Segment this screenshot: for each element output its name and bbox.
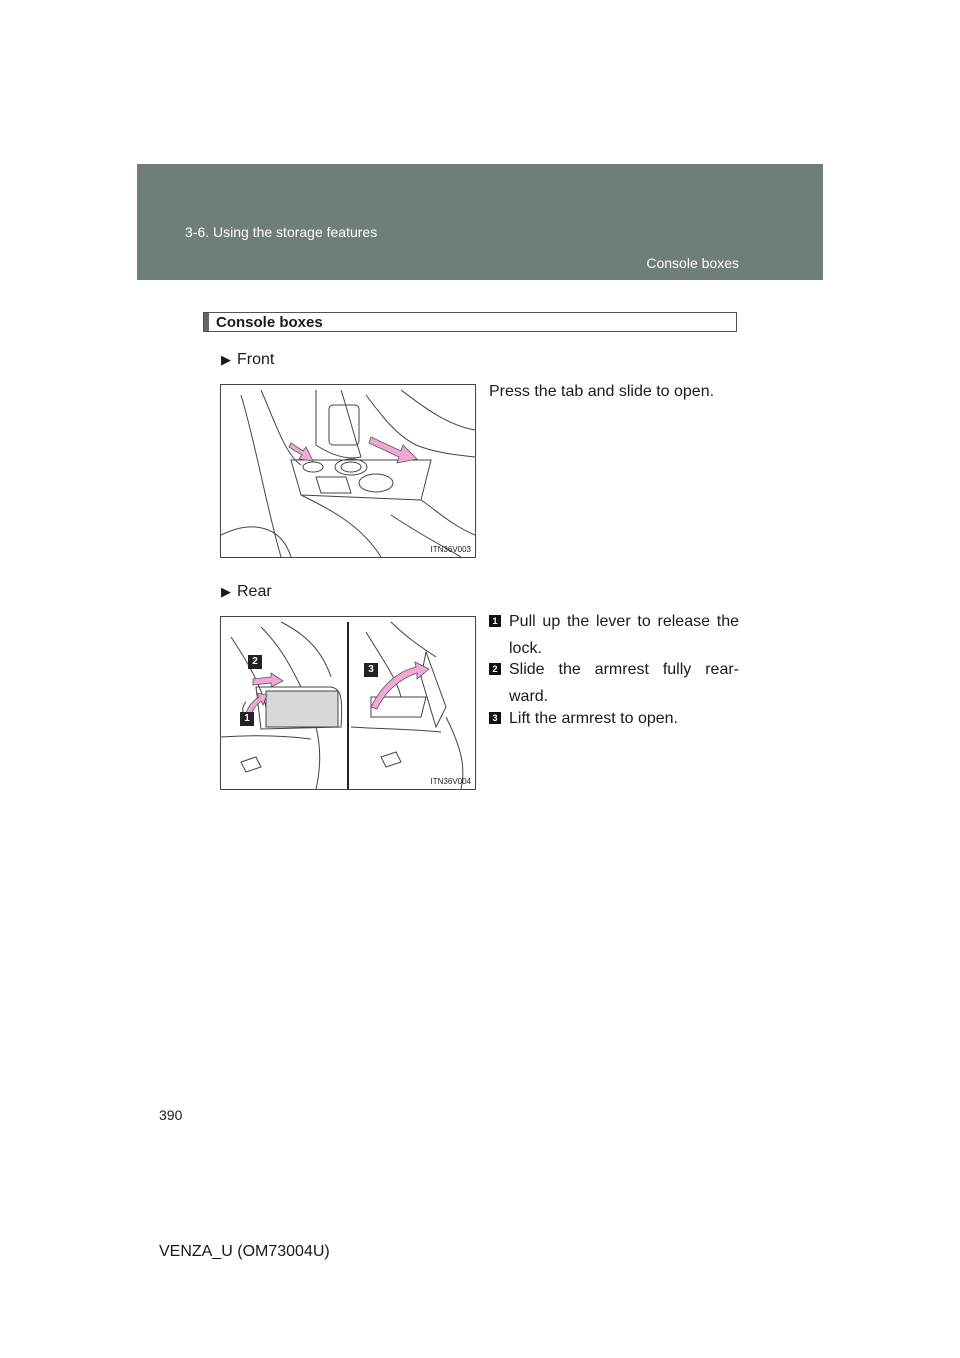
front-label: Front	[237, 351, 275, 368]
step-number-1: 1	[489, 615, 501, 627]
rear-bullet	[221, 583, 272, 601]
front-console-drawing	[221, 385, 475, 557]
topic-title: Console boxes	[216, 314, 323, 331]
step-number-2: 2	[489, 663, 501, 675]
front-figure-code: ITN36V003	[430, 545, 471, 554]
triangle-bullet-icon: ▶	[221, 352, 231, 367]
step-number-3: 3	[489, 712, 501, 724]
rear-figure-code: ITN36V004	[430, 777, 471, 786]
step-text-3: Lift the armrest to open.	[509, 710, 678, 727]
front-console-illustration	[220, 384, 476, 558]
step-text-1: Pull up the lever to release the lock.	[509, 613, 739, 657]
callout-3: 3	[364, 663, 378, 677]
step-text-2: Slide the armrest fully rear-ward.	[509, 661, 739, 705]
rear-step-3	[489, 705, 739, 732]
model-code: VENZA_U (OM73004U)	[159, 1243, 330, 1260]
rear-console-drawing	[221, 617, 475, 789]
rear-label: Rear	[237, 583, 272, 600]
callout-2: 2	[248, 655, 262, 669]
section-title: 3-6. Using the storage features	[185, 224, 378, 240]
topic-title-box	[203, 312, 737, 332]
front-bullet	[221, 351, 274, 369]
page-number: 390	[159, 1107, 183, 1123]
rear-step-1	[489, 608, 739, 662]
subsection-title: Console boxes	[646, 255, 739, 271]
callout-1: 1	[240, 712, 254, 726]
page-header	[137, 164, 823, 280]
front-instruction: Press the tab and slide to open.	[489, 383, 715, 400]
rear-step-2	[489, 656, 739, 710]
rear-console-illustration	[220, 616, 476, 790]
triangle-bullet-icon: ▶	[221, 584, 231, 599]
